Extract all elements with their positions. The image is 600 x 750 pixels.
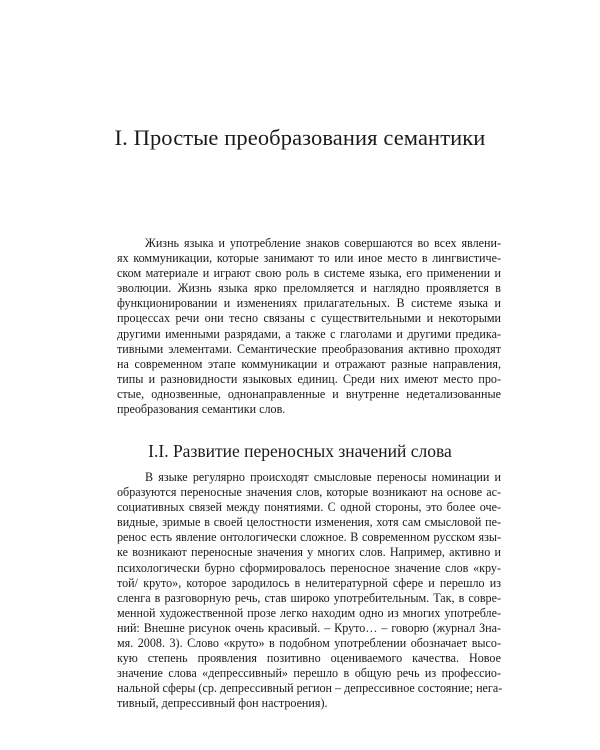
text-line: стые, однозвенные, однонаправленные и внутренне недетализованные	[117, 386, 501, 401]
text-line: менной художественной прозе легко находим одно из многих употребле-	[117, 605, 501, 620]
text-line: процессах речи они тесно связаны с существительными и некоторыми	[117, 311, 501, 326]
text-line: ний: Внешне рисунок очень красивый. – Круто… – говорю (журнал Зна-	[117, 620, 501, 635]
section-title: I.I. Развитие переносных значений слова	[148, 441, 452, 461]
text-line: ке возникают переносные значения у многих слов. Например, активно и	[117, 545, 501, 560]
text-line: В языке регулярно происходят смысловые переносы номинации и	[145, 470, 501, 484]
text-line: образуются переносные значения слов, которые возникают на основе ас-	[117, 485, 501, 500]
text-line: преобразования семантики слов.	[117, 402, 286, 417]
text-line: типы и разновидности языковых единиц. Среди них имеют место про-	[117, 371, 501, 386]
text-line: кую степень проявления позитивно оцениваемого качества. Новое	[117, 651, 501, 666]
chapter-title: I. Простые преобразования семантики	[114, 125, 486, 150]
text-line: эволюции. Жизнь языка ярко преломляется и наглядно проявляется в	[117, 281, 501, 296]
text-line: ях коммуникации, которые занимают то или иное место в лингвистиче-	[117, 251, 501, 266]
intro-paragraph	[117, 236, 501, 417]
text-line: на современном этапе коммуникации и отражают разные направления,	[117, 356, 501, 371]
text-line: сленга в разговорную речь, став широко употребительным. Так, в совре-	[117, 590, 501, 605]
text-line: другими именными разрядами, а также с глаголами и другими предика-	[117, 326, 501, 341]
section-paragraph	[117, 470, 501, 712]
text-line: нальной сферы (ср. депрессивный регион – депрессивное состояние; нега-	[117, 681, 503, 696]
text-line: тивными элементами. Семантические преобразования активно проходят	[117, 341, 501, 356]
text-line: значение слова «депрессивный» перешло в общую речь из профессио-	[117, 666, 501, 681]
text-line: видные, зримые в своей целостности изменения, хотя сам смысловой пе-	[117, 515, 501, 530]
text-line: мя. 2008. 3). Слово «круто» в подобном употреблении обозначает высо-	[117, 636, 501, 651]
text-line: ренос есть явление онтологически сложное. В современном русском язы-	[117, 530, 501, 545]
text-line: функционировании и изменениях прилагательных. В системе языка и	[117, 296, 501, 311]
text-line: Жизнь языка и употребление знаков совершаются во всех явлени-	[145, 236, 501, 250]
text-line: тивный, депрессивный фон настроения).	[117, 696, 328, 711]
text-line: психологически бурно сформировалось переносное значение слов «кру-	[117, 560, 501, 575]
text-line: той/ круто», которое зародилось в нелитературной сфере и перешло из	[117, 575, 501, 590]
text-line: ском материале и играют свою роль в системе языка, его применении и	[117, 266, 501, 281]
text-line: социативных связей между понятиями. С одной стороны, это более оче-	[117, 500, 501, 515]
